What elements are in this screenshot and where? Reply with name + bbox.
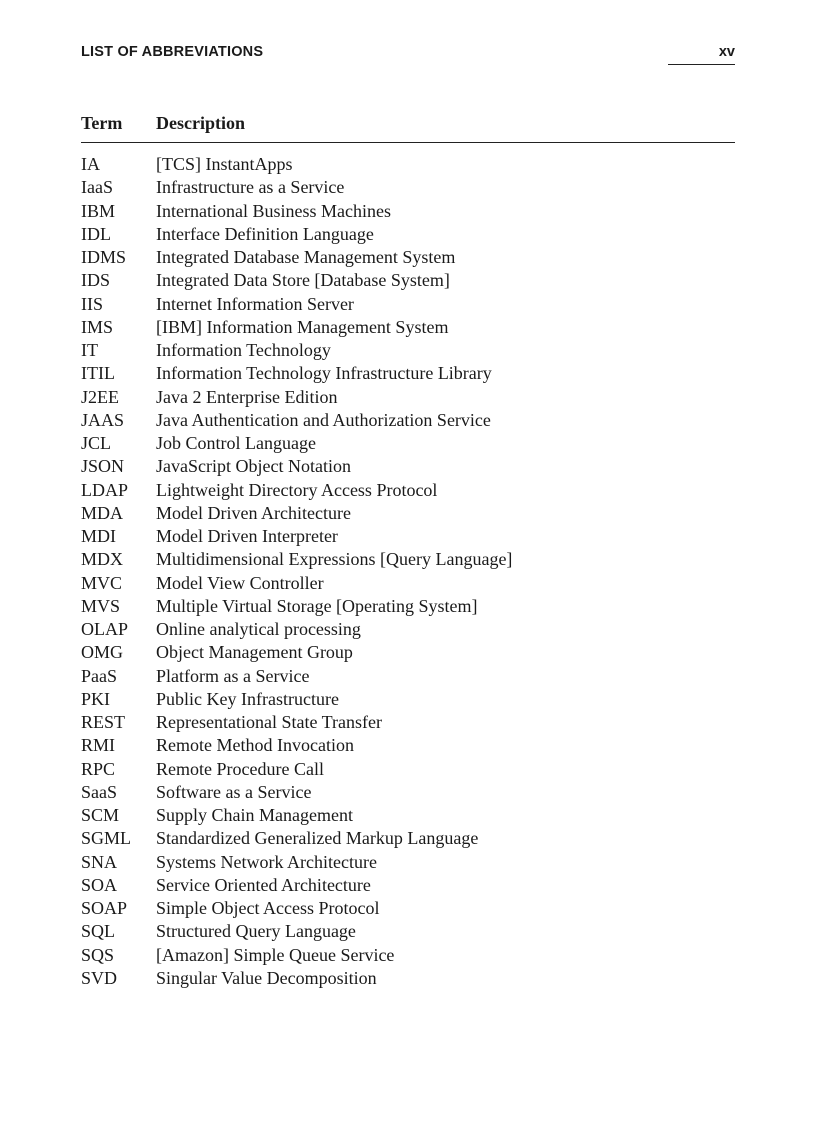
row-description: Integrated Data Store [Database System] bbox=[156, 270, 450, 291]
row-term: LDAP bbox=[81, 479, 129, 500]
table-row bbox=[81, 200, 735, 223]
row-term: MDI bbox=[81, 526, 116, 546]
row-description: Java 2 Enterprise Edition bbox=[156, 386, 338, 407]
row-description: JavaScript Object Notation bbox=[156, 456, 351, 477]
row-term: SQL bbox=[81, 921, 116, 942]
row-description: Remote Procedure Call bbox=[156, 758, 324, 779]
row-description: Internet Information Server bbox=[156, 293, 354, 314]
table-row bbox=[81, 711, 735, 734]
row-description: Standardized Generalized Markup Language bbox=[156, 828, 479, 849]
row-description: [IBM] Information Management System bbox=[156, 316, 449, 337]
row-term: JCL bbox=[81, 433, 112, 453]
row-description: Model Driven Architecture bbox=[156, 502, 351, 523]
row-description: Model Driven Interpreter bbox=[156, 526, 338, 546]
row-term: SOAP bbox=[81, 898, 128, 918]
table-row bbox=[81, 641, 735, 664]
table-row bbox=[81, 479, 735, 502]
table-row bbox=[81, 269, 735, 292]
table-row bbox=[81, 153, 735, 176]
table-row bbox=[81, 455, 735, 478]
row-term: IDS bbox=[81, 270, 111, 291]
row-term: ITIL bbox=[81, 363, 115, 384]
row-term: REST bbox=[81, 712, 126, 732]
row-term: IA bbox=[81, 154, 100, 174]
table-row bbox=[81, 967, 735, 990]
table-row bbox=[81, 595, 735, 618]
row-description: Structured Query Language bbox=[156, 921, 356, 942]
row-description: [Amazon] Simple Queue Service bbox=[156, 944, 395, 965]
table-row bbox=[81, 827, 735, 850]
row-description: Representational State Transfer bbox=[156, 712, 382, 732]
table-row bbox=[81, 920, 735, 943]
row-term: PaaS bbox=[81, 665, 117, 686]
table-row bbox=[81, 734, 735, 757]
row-term: SOA bbox=[81, 874, 118, 895]
table-row bbox=[81, 223, 735, 246]
row-term: SVD bbox=[81, 967, 118, 988]
page-number: xv bbox=[718, 44, 735, 60]
table-row bbox=[81, 246, 735, 269]
row-term: PKI bbox=[81, 688, 111, 709]
table-row bbox=[81, 897, 735, 920]
row-term: OMG bbox=[81, 642, 124, 663]
row-term: SaaS bbox=[81, 781, 117, 802]
row-description: Lightweight Directory Access Protocol bbox=[156, 479, 438, 500]
row-term: RPC bbox=[81, 758, 116, 779]
row-description: Java Authentication and Authorization Service bbox=[156, 409, 491, 430]
table-row bbox=[81, 944, 735, 967]
table-row bbox=[81, 432, 735, 455]
row-term: JSON bbox=[81, 456, 125, 477]
row-term: RMI bbox=[81, 735, 116, 756]
abbreviation-list bbox=[81, 153, 735, 990]
row-description: Job Control Language bbox=[156, 433, 316, 453]
table-row bbox=[81, 409, 735, 432]
table-row bbox=[81, 688, 735, 711]
row-term: MDX bbox=[81, 549, 124, 570]
row-description: Integrated Database Management System bbox=[156, 247, 456, 267]
row-description: Multiple Virtual Storage [Operating System] bbox=[156, 595, 478, 616]
row-description: Software as a Service bbox=[156, 781, 312, 802]
column-header-term: Term bbox=[81, 113, 123, 133]
row-term: OLAP bbox=[81, 619, 129, 639]
row-description: Singular Value Decomposition bbox=[156, 967, 377, 988]
header-rule bbox=[81, 142, 735, 143]
table-row bbox=[81, 874, 735, 897]
row-term: SCM bbox=[81, 805, 120, 825]
table-row bbox=[81, 176, 735, 199]
row-term: J2EE bbox=[81, 386, 119, 407]
row-term: IBM bbox=[81, 200, 116, 221]
row-description: Object Management Group bbox=[156, 642, 353, 663]
row-term: MDA bbox=[81, 502, 124, 523]
row-description: Infrastructure as a Service bbox=[156, 177, 345, 198]
row-description: Platform as a Service bbox=[156, 665, 310, 686]
row-description: [TCS] InstantApps bbox=[156, 154, 293, 174]
row-description: International Business Machines bbox=[156, 200, 391, 221]
table-row bbox=[81, 781, 735, 804]
row-description: Model View Controller bbox=[156, 572, 324, 593]
table-row bbox=[81, 665, 735, 688]
page-number-rule bbox=[668, 64, 735, 65]
row-description: Interface Definition Language bbox=[156, 223, 374, 244]
row-term: MVS bbox=[81, 595, 121, 616]
table-row bbox=[81, 851, 735, 874]
row-term: SQS bbox=[81, 944, 115, 965]
table-row bbox=[81, 618, 735, 641]
table-row bbox=[81, 293, 735, 316]
row-description: Information Technology bbox=[156, 340, 331, 360]
row-term: IMS bbox=[81, 316, 114, 337]
row-description: Systems Network Architecture bbox=[156, 851, 377, 872]
row-description: Public Key Infrastructure bbox=[156, 688, 339, 709]
table-row bbox=[81, 386, 735, 409]
table-row bbox=[81, 502, 735, 525]
table-row bbox=[81, 362, 735, 385]
row-term: MVC bbox=[81, 572, 123, 593]
row-term: IDMS bbox=[81, 247, 127, 267]
row-term: IDL bbox=[81, 223, 111, 244]
table-row bbox=[81, 804, 735, 827]
table-row bbox=[81, 572, 735, 595]
row-term: IIS bbox=[81, 293, 103, 314]
row-term: SGML bbox=[81, 828, 132, 849]
running-head-title: LIST OF ABBREVIATIONS bbox=[81, 44, 264, 60]
row-term: JAAS bbox=[81, 409, 125, 430]
row-term: SNA bbox=[81, 851, 118, 872]
table-row bbox=[81, 316, 735, 339]
row-description: Supply Chain Management bbox=[156, 805, 353, 825]
row-term: IaaS bbox=[81, 177, 113, 198]
table-row bbox=[81, 548, 735, 571]
row-description: Information Technology Infrastructure Library bbox=[156, 363, 492, 384]
table-row bbox=[81, 758, 735, 781]
row-description: Multidimensional Expressions [Query Language] bbox=[156, 549, 513, 570]
row-description: Remote Method Invocation bbox=[156, 735, 354, 756]
table-row bbox=[81, 525, 735, 548]
table-row bbox=[81, 339, 735, 362]
row-description: Simple Object Access Protocol bbox=[156, 898, 380, 918]
row-description: Online analytical processing bbox=[156, 619, 361, 639]
row-term: IT bbox=[81, 340, 98, 360]
row-description: Service Oriented Architecture bbox=[156, 874, 371, 895]
column-header-description: Description bbox=[156, 113, 245, 133]
